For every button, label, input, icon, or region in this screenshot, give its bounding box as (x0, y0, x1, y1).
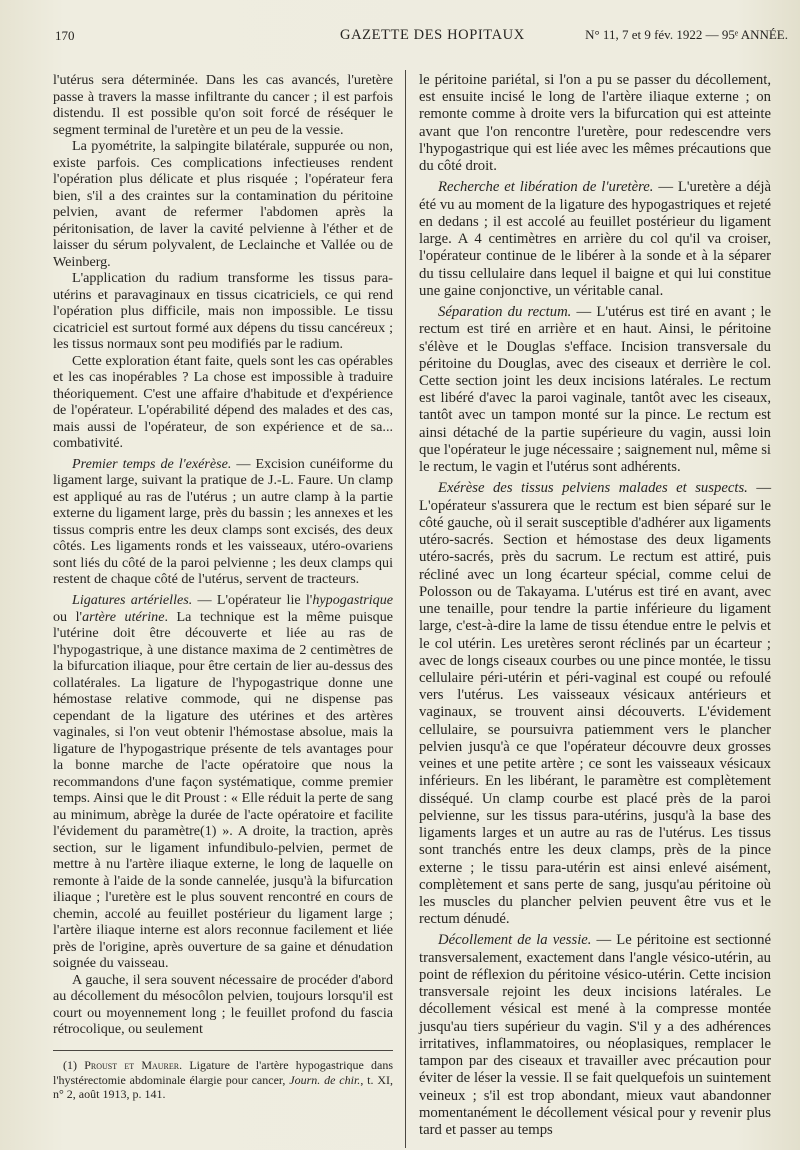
journal-title: GAZETTE DES HOPITAUX (340, 27, 525, 43)
section-title: Premier temps de l'exérèse. (72, 455, 232, 472)
paragraph: A gauche, il sera souvent nécessaire de procéder d'abord au décollement du mésocôlon pelvien, toujours lorsqu'il est court ou moyennement long ; le feuillet profond du fascia rétrocolique, ou seulement (53, 971, 393, 1038)
section-title: Ligatures artérielles. (72, 591, 193, 608)
paragraph: Ligatures artérielles. — L'opérateur lie l'hypogastrique ou l'artère utérine. La technique est la même puisque l'utérine doit être découverte et liée au ras de l'hypogastrique, à une distance maxima de 2 centimètres de la bifurcation iliaque, pour être certain de lier au-dessus des collatérales. La ligature de l'hypogastrique donne une hémostase relative commode, qui ne dispense pas cependant de la ligature des utérines et des artères vaginales, si l'on veut obtenir l'hémostase absolue, mais la ligature de l'hypogastrique présente de tels avantages pour la bonne marche de l'acte opératoire que nous la recommandons d'une façon systématique, comme premier temps. Ainsi que le dit Proust : « Elle réduit la perte de sang au minimum, abrège la durée de l'acte opératoire et facilite l'évidement du paramètre(1) ». A droite, la traction, après section, sur le ligament infundibulo-pelvien, permet de mettre à nu l'artère iliaque externe, le long de laquelle on remonte à l'aide de la sonde cannelée, jusqu'à la bifurcation iliaque ; l'uretère est le plus souvent rencontré en cours de chemin, accolé au feuillet postérieur du ligament large ; l'artère iliaque interne est alors reconnue facilement et liée près de l'origine, après ouverture de sa gaine et dénudation soignée du vaisseau. (53, 591, 393, 972)
footnote-authors: Proust et Maurer. (84, 1058, 183, 1072)
paragraph: Exérèse des tissus pelviens malades et suspects. — L'opérateur s'assurera que le rectum est bien séparé sur le côté gauche, où il serait susceptible d'adhérer aux ligaments utéro-sacrés. Section et hémostase des deux ligaments utéro-sacrés, près du sacrum. Le rectum est attiré, puis récliné avec un long écarteur spécial, comme celui de Polosson ou de Takayama. L'utérus est tiré en avant, avec une tenaille, pour tendre la partie inférieure du ligament large, c'est-à-dire la lame de tissu étendue entre le pelvis et le col utérin. Les uretères seront réclinés par un écarteur ; avec de longs ciseaux courbes ou une pince montée, le tissu cellulaire péri-utérin et péri-vaginal est coupé ou refoulé vers l'utérus. Les vaisseaux vésicaux antérieurs et vaginaux, se trouvent ainsi découverts. L'évidement cellulaire, se poursuivra patiemment vers le plancher pelvien jusqu'à ce que l'opérateur découvre deux grosses veines et une petite artère ; ce sont les vaisseaux vésicaux inférieurs. En les libérant, le paramètre est complètement disséqué. Un clamp courbe est placé près de la paroi pelvienne, sur les tissus para-utérins, jusqu'à la base des ligaments larges et un autre au ras de l'utérus. Les tissus sont tranchés entre les deux clamps, près de la pince externe ; le tissu para-utérin est ainsi enlevé aisément, complètement et sans perte de sang, jusqu'au péritoine où les muscles du plancher pelvien peuvent être vus et le rectum dénudé. (419, 480, 772, 928)
column-divider (405, 70, 406, 1148)
section-title: Exérèse des tissus pelviens malades et suspects. (438, 480, 748, 497)
paragraph: Décollement de la vessie. — Le péritoine est sectionné transversalement, exactement dans l'angle vésico-utérin, au point de réflexion du péritoine vésico-utérin. Cette incision transversale rejoint les deux incisions latérales. Le décollement vésical est mené à la compresse montée jusqu'au tiers supérieur du vagin. S'il y a des adhérences irritatives, inflammatoires, ou néoplasiques, remplacer le tampon par des ciseaux et travailler avec précaution pour éviter de léser la vessie. Il se fait quelquefois un suintement veineux ; s'il est trop abondant, mieux vaut abandonner momentanément le décollement vésical pour y revenir plus tard et passer au temps (419, 932, 771, 1139)
paragraph: Cette exploration étant faite, quels sont les cas opérables et les cas inopérables ? La chose est impossible à traduire théoriquement. C'est une affaire d'habitude et d'expérience de l'opérateur. L'opérabilité dépend des malades et des cas, mais aussi de l'opérateur, de son expérience et de sa... combativité. (53, 352, 393, 452)
footnote-journal: Journ. de chir. (289, 1072, 361, 1087)
footnote-divider (53, 1050, 393, 1051)
paragraph: l'utérus sera déterminée. Dans les cas avancés, l'uretère passe à travers la masse infiltrante du cancer ; il est parfois distendu. Il est possible qu'on soit forcé de réséquer le segment terminal de l'uretère et un peu de la vessie. (53, 72, 393, 138)
left-column (53, 72, 393, 1038)
section-title: Séparation du rectum. (438, 304, 572, 321)
right-column (419, 72, 771, 1139)
footnote: (1) Proust et Maurer. Ligature de l'artère hypogastrique dans l'hystérectomie abdominale élargie pour cancer, Journ. de chir., t. XI, n° 2, août 1913, p. 141. (53, 1058, 394, 1101)
paragraph: La pyométrite, la salpingite bilatérale, suppurée ou non, existe parfois. Ces complications infectieuses rendent l'opération plus délicate et plus risquée ; l'opérateur fera bien, s'il a des craintes sur la contamination du péritoine pelvien, avant de refermer l'abdomen après la péritonisation, de laver la cavité pelvienne à l'éther et de laisser du sérum polyvalent, de Leclainche et Vallée ou de Weinberg. (53, 138, 393, 270)
issue-info: N° 11, 7 et 9 fév. 1922 — 95ᵉ ANNÉE. (585, 27, 788, 42)
section-title: Recherche et libération de l'uretère. (438, 179, 654, 196)
page-number: 170 (55, 28, 75, 43)
section-title: Décollement de la vessie. (438, 932, 592, 949)
paragraph: Recherche et libération de l'uretère. — L'uretère a déjà été vu au moment de la ligature des hypogastriques et rejeté en dedans ; il est accolé au feuillet postérieur du ligament large. A 4 centimètres en arrière du col qu'il va croiser, l'opérateur continue de le libérer à la sonde et à la séparer du tissu cellulaire dans lequel il baigne et qui lui constitue une gaine conjonctive, un véritable canal. (419, 179, 771, 299)
paragraph: le péritoine pariétal, si l'on a pu se passer du décollement, est ensuite incisé le long de l'artère iliaque externe ; on remonte comme à droite vers la bifurcation qui est atteinte avant que l'on rencontre l'uretère, pour redescendre vers l'hypogastrique qui est liée avec les mêmes précautions que du côté droit. (419, 72, 771, 175)
paragraph: Premier temps de l'exérèse. — Excision cunéiforme du ligament large, suivant la pratique de J.-L. Faure. Un clamp est appliqué au ras de l'utérus ; un autre clamp à la partie externe du ligament large, près du bassin ; les annexes et les tissus compris entre les deux clamps sont excisés, des deux côtés. Les ligaments ronds et les vaisseaux, utéro-ovariens sont liés du côté de la paroi pelvienne ; les deux clamps qui restent de chaque côté de l'utérus, servent de tracteurs. (53, 455, 393, 588)
paragraph: L'application du radium transforme les tissus para-utérins et paravaginaux en tissus cicatriciels, ce qui rend l'opération plus difficile, mais non impossible. Le tissu cicatriciel est surtout formé aux dépens du tissu cancéreux ; les tissus normaux sont peu modifiés par le radium. (53, 270, 393, 353)
paragraph: Séparation du rectum. — L'utérus est tiré en avant ; le rectum est tiré en arrière et en haut. Ainsi, le péritoine s'élève et le Douglas s'efface. Incision transversale du péritoine du Douglas, avec des ciseaux et derrière le col. Cette section joint les deux incisions latérales. Le rectum est libéré d'avec la paroi vaginale, tantôt avec les ciseaux, tantôt avec un tampon monté sur la pince. Le rectum est ainsi détaché de la partie supérieure du vagin, aussi loin que l'opérateur le juge nécessaire ; saignement nul, même si le rectum, le vagin et l'utérus sont adhérents. (419, 304, 771, 476)
page-header (55, 22, 788, 52)
